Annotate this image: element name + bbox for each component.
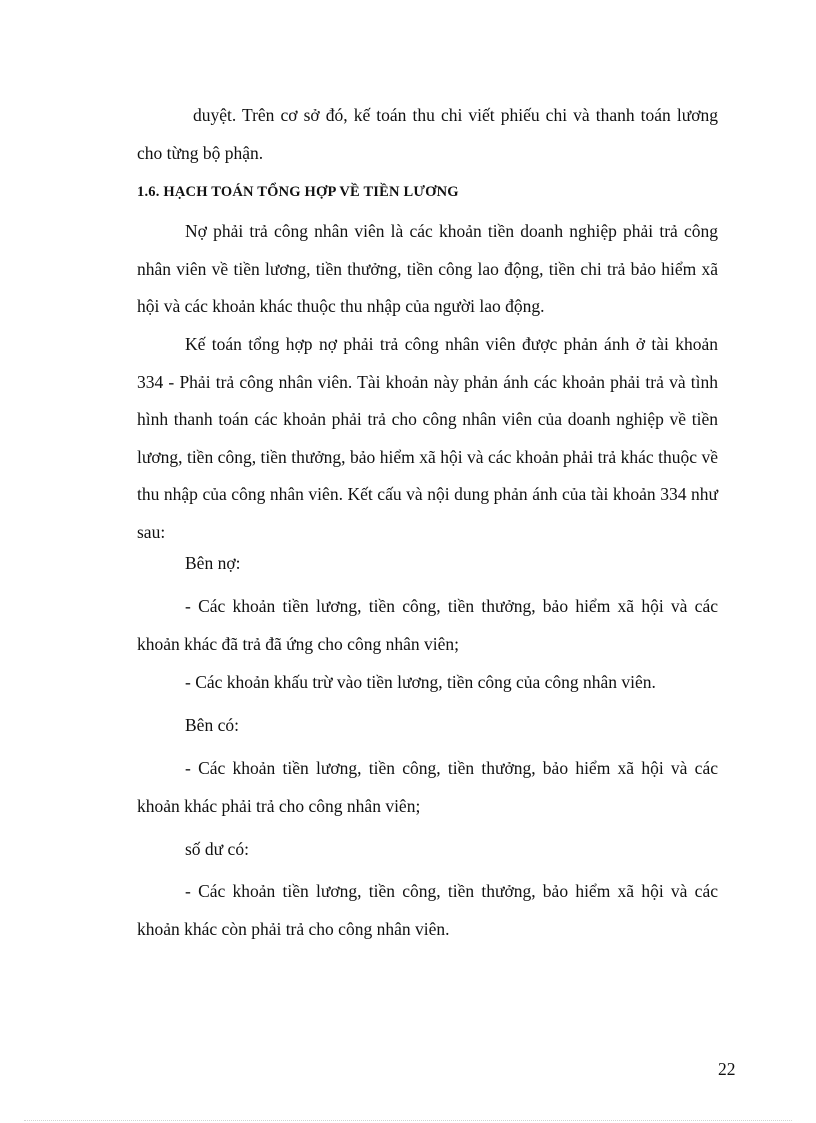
debit-item-2: - Các khoản khấu trừ vào tiền lương, tiền công của công nhân viên. [185,672,656,692]
paragraph-account-334: Kế toán tổng hợp nợ phải trả công nhân viên được phản ánh ở tài khoản 334 - Phải trả công nhân viên. Tài khoản này phản ánh các khoản phải trả và tình hình thanh toán các khoản phải trả cho công nhân viên của doanh nghiệp về tiền lương, tiền công, tiền thưởng, bảo hiểm xã hội và các khoản phải trả khác thuộc về thu nhập của công nhân viên. Kết cấu và nội dung phản ánh của tài khoản 334 như sau: [137,334,718,542]
credit-balance-item-1: - Các khoản tiền lương, tiền công, tiền thưởng, bảo hiểm xã hội và các khoản khác còn phải trả cho công nhân viên. [137,881,718,939]
credit-item-1: - Các khoản tiền lương, tiền công, tiền thưởng, bảo hiểm xã hội và các khoản khác phải trả cho công nhân viên; [137,758,718,816]
debit-side-heading: Bên nợ: [185,553,241,573]
debit-item-1: - Các khoản tiền lương, tiền công, tiền thưởng, bảo hiểm xã hội và các khoản khác đã trả đã ứng cho công nhân viên; [137,596,718,654]
credit-balance-heading: số dư có: [185,839,249,859]
page-number: 22 [718,1059,736,1079]
credit-side-heading: Bên có: [185,715,239,735]
section-heading: 1.6. HẠCH TOÁN TỔNG HỢP VỀ TIỀN LƯƠNG [137,184,459,200]
intro-paragraph: duyệt. Trên cơ sở đó, kế toán thu chi viết phiếu chi và thanh toán lương cho từng bộ phận. [137,105,718,163]
paragraph-definition: Nợ phải trả công nhân viên là các khoản tiền doanh nghiệp phải trả công nhân viên về tiền lương, tiền thưởng, tiền công lao động, tiền chi trả bảo hiểm xã hội và các khoản khác thuộc thu nhập của người lao động. [137,221,718,316]
page-bottom-divider [24,1120,792,1121]
